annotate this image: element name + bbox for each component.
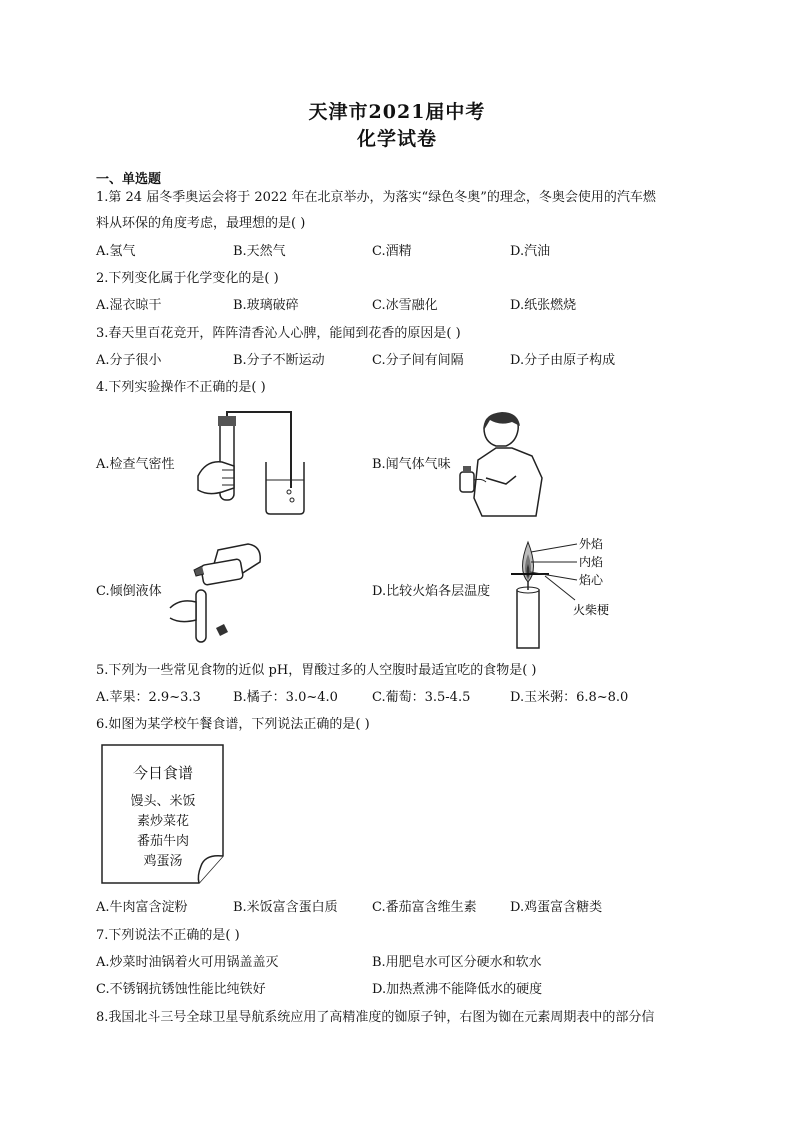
q3-option-c: C.分子间有间隔 [372,353,464,368]
q6-option-a: A.牛肉富含淀粉 [96,900,188,915]
q4-option-d: D.比较火焰各层温度 [372,584,491,599]
menu-item: 馒头、米饭 [130,794,196,809]
menu-item: 番茄牛肉 [136,834,189,849]
q3-option-b: B.分子不断运动 [233,353,325,368]
label-inner-flame: 内焰 [579,555,604,569]
menu-title: 今日食谱 [132,764,193,782]
airtightness-figure [186,410,308,520]
q5-option-c: C.葡萄：3.5-4.5 [372,690,471,705]
label-flame-core: 焰心 [579,573,604,587]
q2-option-b: B.玻璃破碎 [233,298,299,313]
menu-item: 鸡蛋汤 [143,854,183,869]
q7-stem: 7.下列说法不正确的是( ) [96,928,240,943]
q4-option-b: B.闻气体气味 [372,457,451,472]
q7-option-a: A.炒菜时油锅着火可用锅盖盖灭 [96,955,279,970]
q1-option-c: C.酒精 [372,244,412,259]
q1-stem-line1: 1.第 24 届冬季奥运会将于 2022 年在北京举办，为落实“绿色冬奥”的理念，冬奥会使用的汽车燃 [96,190,656,205]
smell-gas-figure [456,408,551,520]
q7-option-c: C.不锈钢抗锈蚀性能比纯铁好 [96,982,266,997]
q6-stem: 6.如图为某学校午餐食谱，下列说法正确的是( ) [96,717,370,732]
label-matchstick: 火柴梗 [573,603,610,617]
q1-option-a: A.氢气 [96,244,136,259]
exam-title: 天津市2021届中考 [308,101,486,123]
q1-option-b: B.天然气 [233,244,286,259]
q8-stem: 8.我国北斗三号全球卫星导航系统应用了高精准度的铷原子钟，右图为铷在元素周期表中的部分信 [96,1010,655,1025]
q7-option-b: B.用肥皂水可区分硬水和软水 [372,955,542,970]
q3-stem: 3.春天里百花竞开，阵阵清香沁人心脾，能闻到花香的原因是( ) [96,326,461,341]
q3-option-a: A.分子很小 [96,353,162,368]
q5-option-a: A.苹果：2.9~3.3 [96,690,201,705]
q2-stem: 2.下列变化属于化学变化的是( ) [96,271,279,286]
label-outer-flame: 外焰 [579,537,604,551]
q6-option-b: B.米饭富含蛋白质 [233,900,338,915]
q6-option-c: C.番茄富含维生素 [372,900,477,915]
candle-flame-figure [505,534,625,650]
q4-option-c: C.倾倒液体 [96,584,162,599]
q4-option-a: A.检查气密性 [96,457,175,472]
pour-liquid-figure [166,532,270,644]
q5-stem: 5.下列为一些常见食物的近似 pH，胃酸过多的人空腹时最适宜吃的食物是( ) [96,663,537,678]
q1-option-d: D.汽油 [510,244,551,259]
q2-option-c: C.冰雪融化 [372,298,438,313]
section-heading: 一、单选题 [96,172,162,187]
exam-subtitle: 化学试卷 [356,128,437,150]
q4-stem: 4.下列实验操作不正确的是( ) [96,380,266,395]
menu-item: 素炒菜花 [136,814,189,829]
q3-option-d: D.分子由原子构成 [510,353,616,368]
q1-stem-line2: 料从环保的角度考虑，最理想的是( ) [96,216,306,231]
q2-option-d: D.纸张燃烧 [510,298,577,313]
q5-option-b: B.橘子：3.0~4.0 [233,690,338,705]
q5-option-d: D.玉米粥：6.8~8.0 [510,690,629,705]
lunch-menu-card [101,744,225,884]
q6-option-d: D.鸡蛋富含糖类 [510,900,603,915]
q7-option-d: D.加热煮沸不能降低水的硬度 [372,982,543,997]
q2-option-a: A.湿衣晾干 [96,298,162,313]
